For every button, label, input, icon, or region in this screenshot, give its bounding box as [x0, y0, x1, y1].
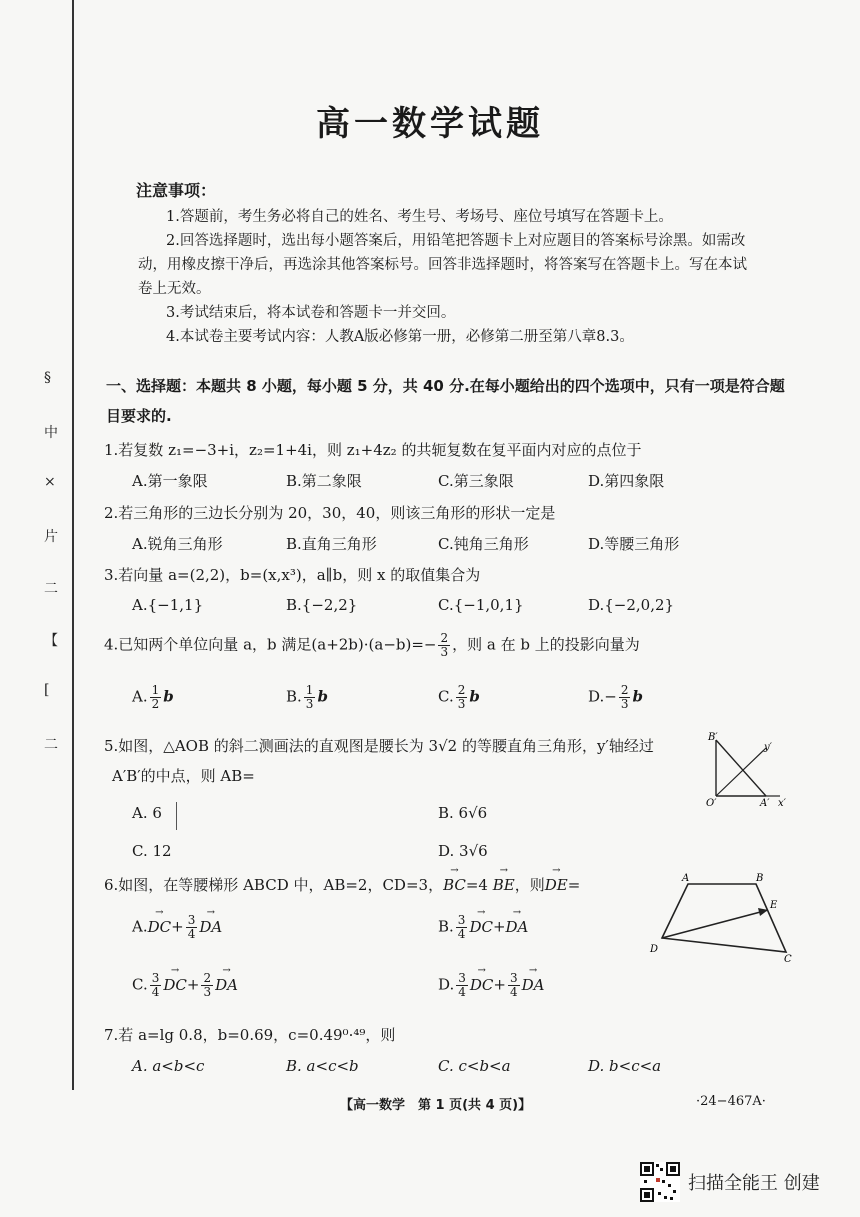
q6-vec-dc: → DC [469, 918, 493, 936]
q5-option-c[interactable]: C. 12 [132, 842, 172, 860]
q6-vec-da: → DA [215, 976, 238, 994]
binding-mark: [ [44, 682, 50, 698]
q6-label-c: C [784, 954, 792, 964]
q5-figure [700, 728, 800, 810]
q4-opt-den: 3 [457, 697, 466, 711]
question-7-stem: 7.若 a=lg 0.8，b=0.69，c=0.49⁰·⁴⁹，则 [104, 1026, 396, 1044]
q4-opt-num: 2 [457, 683, 466, 697]
q6-figure [646, 872, 796, 964]
binding-mark: 二 [44, 581, 58, 597]
q2-option-b[interactable]: B.直角三角形 [286, 535, 377, 553]
q6-label-a: A [682, 873, 690, 884]
scan-mark [176, 802, 177, 830]
q4-option-a[interactable] [132, 684, 174, 711]
q6-option-a[interactable]: A.→ DC+ $\frac{3}{4}$ → DA [132, 914, 222, 941]
q4-opt-frac [456, 684, 468, 711]
q4-opt-den: 2 [151, 697, 160, 711]
q6-stem-end: = [567, 876, 581, 894]
q5-fig-yaxis [716, 748, 766, 796]
q4-opt-frac [150, 684, 162, 711]
notice-item: 2.回答选择题时，选出每小题答案后，用铅笔把答题卡上对应题目的答案标号涂黑。如需改动，用橡皮擦干净后，再选涂其他答案标号。回答非选择题时，将答案写在答题卡上。写在本试卷上无效。 [138, 233, 747, 297]
q4-option-c[interactable] [438, 684, 480, 711]
q4-opt-vector: b [469, 687, 480, 706]
binding-mark: 中 [44, 425, 58, 441]
binding-marks [44, 370, 64, 786]
q5-option-a[interactable]: A. 6 [132, 804, 162, 822]
question-2-stem: 2.若三角形的三边长分别为 20，30，40，则该三角形的形状一定是 [104, 504, 556, 522]
q6-stem-mid: =4 [465, 876, 488, 894]
notice-item: 4.本试卷主要考试内容：人教A版必修第一册，必修第二册至第八章8.3。 [166, 329, 634, 345]
page-title: 高一数学试题 [316, 104, 544, 144]
q5-label-y: y′ [764, 742, 772, 753]
q4-opt-label: B. [286, 687, 302, 706]
question-4-stem [104, 632, 804, 659]
q4-opt-vector: b [317, 687, 328, 706]
scanner-watermark [640, 1162, 820, 1202]
notice-item: 3.考试结束后，将本试卷和答题卡一并交回。 [166, 305, 456, 321]
q3-option-d[interactable]: D.{−2,0,2} [588, 596, 675, 614]
q6-option-b[interactable]: B. $\frac{3}{4}$ → DC+→ DA [438, 914, 528, 941]
q5-label-a: A′ [760, 798, 770, 809]
q6-vec-be: → BE [493, 876, 515, 894]
binding-mark: § [44, 370, 51, 386]
q6-label-e: E [770, 900, 778, 911]
q5-option-b[interactable]: B. 6√6 [438, 804, 488, 822]
q6-vec-dc: → DC [470, 976, 494, 994]
q4-option-b[interactable] [286, 684, 328, 711]
q4-fraction [438, 632, 450, 659]
q6-vec-dc: → DC [148, 918, 172, 936]
q6-frac: $\frac{3}{4}$ [510, 971, 518, 999]
q5-label-b: B′ [708, 732, 718, 743]
q6-label-d: D [650, 944, 659, 955]
q7-option-b[interactable]: B. a<c<b [286, 1057, 359, 1075]
question-5-stem-line1: 5.如图，△AOB 的斜二测画法的直观图是腰长为 3√2 的等腰直角三角形，y′轴经过 [104, 737, 654, 755]
q4-opt-vector: b [632, 687, 643, 706]
qr-code-icon [640, 1162, 680, 1202]
q7-option-a[interactable]: A. a<b<c [132, 1057, 205, 1075]
q6-opt-label: A. [132, 917, 148, 936]
q4-opt-frac [304, 684, 316, 711]
q6-vector-de [662, 910, 768, 938]
q4-frac-num: 2 [440, 631, 449, 645]
q7-option-d[interactable]: D. b<c<a [588, 1057, 662, 1075]
q4-opt-den: 3 [620, 697, 629, 711]
q4-opt-num: 1 [151, 683, 160, 697]
q1-option-d[interactable]: D.第四象限 [588, 472, 665, 490]
q6-trapezoid [662, 884, 786, 952]
q4-frac-den: 3 [440, 645, 449, 659]
binding-mark: × [44, 474, 56, 490]
binding-line [72, 0, 74, 1090]
notice-item: 1.答题前，考生务必将自己的姓名、考生号、考场号、座位号填写在答题卡上。 [166, 209, 673, 225]
q4-opt-num: 1 [305, 683, 314, 697]
q6-frac: $\frac{3}{4}$ [457, 913, 466, 941]
binding-mark: 二 [44, 737, 58, 753]
binding-mark: 【 [44, 633, 58, 649]
q6-opt-label: D. [438, 975, 455, 994]
q5-label-o: O′ [706, 798, 717, 809]
q6-vec-dc: → DC [163, 976, 187, 994]
q6-label-b: B [756, 873, 764, 884]
q6-vec-da: → DA [522, 976, 545, 994]
q3-option-b[interactable]: B.{−2,2} [286, 596, 358, 614]
q3-option-a[interactable]: A.{−1,1} [132, 596, 204, 614]
q4-stem-b: ，则 a 在 b 上的投影向量为 [452, 635, 640, 654]
q6-stem-then: ，则 [514, 876, 545, 894]
q6-vec-de: → DE [545, 876, 568, 894]
q6-vec-bc: → BC [443, 876, 466, 894]
question-1-stem: 1.若复数 z₁=−3+i，z₂=1+4i，则 z₁+4z₂ 的共轭复数在复平面内对应的点位于 [104, 441, 642, 459]
q6-vec-da: → DA [506, 918, 529, 936]
q6-opt-label: B. [438, 917, 454, 936]
q6-vec-da: → DA [199, 918, 222, 936]
q6-frac: $\frac{3}{4}$ [151, 971, 160, 999]
q4-option-d[interactable] [588, 684, 643, 711]
q4-opt-vector: b [163, 687, 174, 706]
q4-opt-frac [619, 684, 631, 711]
binding-mark: 片 [44, 529, 58, 545]
q1-option-a[interactable]: A.第一象限 [132, 472, 208, 490]
q7-option-c[interactable]: C. c<b<a [438, 1057, 511, 1075]
q2-option-c[interactable]: C.钝角三角形 [438, 535, 529, 553]
q4-stem-a: 4.已知两个单位向量 a，b 满足(a+2b)·(a−b)=− [104, 635, 437, 654]
q6-frac: $\frac{3}{4}$ [187, 913, 196, 941]
q1-option-c[interactable]: C.第三象限 [438, 472, 514, 490]
q5-label-x: x′ [778, 798, 786, 809]
q1-option-b[interactable]: B.第二象限 [286, 472, 362, 490]
question-3-stem: 3.若向量 a=(2,2)，b=(x,x³)，a∥b，则 x 的取值集合为 [104, 566, 481, 584]
q2-option-d[interactable]: D.等腰三角形 [588, 535, 680, 553]
q4-opt-label: D.− [588, 687, 617, 706]
q4-opt-num: 2 [620, 683, 629, 697]
q6-frac: $\frac{3}{4}$ [458, 971, 466, 999]
notice-list [138, 205, 758, 349]
page-footer: 【高一数学 第 1 页(共 4 页)】 [340, 1098, 532, 1113]
q5-fig-edge [716, 740, 766, 796]
q6-option-c[interactable]: C. $\frac{3}{4}$ → DC+ $\frac{2}{3}$ → DA [132, 972, 238, 999]
q5-option-d[interactable]: D. 3√6 [438, 842, 488, 860]
q6-opt-label: C. [132, 975, 148, 994]
q6-frac: $\frac{2}{3}$ [203, 971, 212, 999]
notice-heading: 注意事项： [136, 181, 217, 200]
q2-option-a[interactable]: A.锐角三角形 [132, 535, 223, 553]
q6-stem-text: 6.如图，在等腰梯形 ABCD 中，AB=2，CD=3， [104, 876, 444, 894]
q4-opt-den: 3 [305, 697, 314, 711]
section-heading: 一、选择题：本题共 8 小题，每小题 5 分，共 40 分.在每小题给出的四个选项中，只有一项是符合题目要求的. [106, 377, 785, 425]
question-6-stem [104, 874, 664, 895]
exam-code: ·24−467A· [696, 1094, 766, 1109]
scanner-label: 扫描全能王 创建 [688, 1173, 820, 1194]
q4-opt-label: C. [438, 687, 454, 706]
question-5-stem-line2: A′B′的中点，则 AB= [112, 767, 255, 785]
q3-option-c[interactable]: C.{−1,0,1} [438, 596, 524, 614]
q4-opt-label: A. [132, 687, 148, 706]
q6-option-d[interactable]: D. $\frac{3}{4}$ → DC+ $\frac{3}{4}$ → DA [438, 972, 545, 999]
